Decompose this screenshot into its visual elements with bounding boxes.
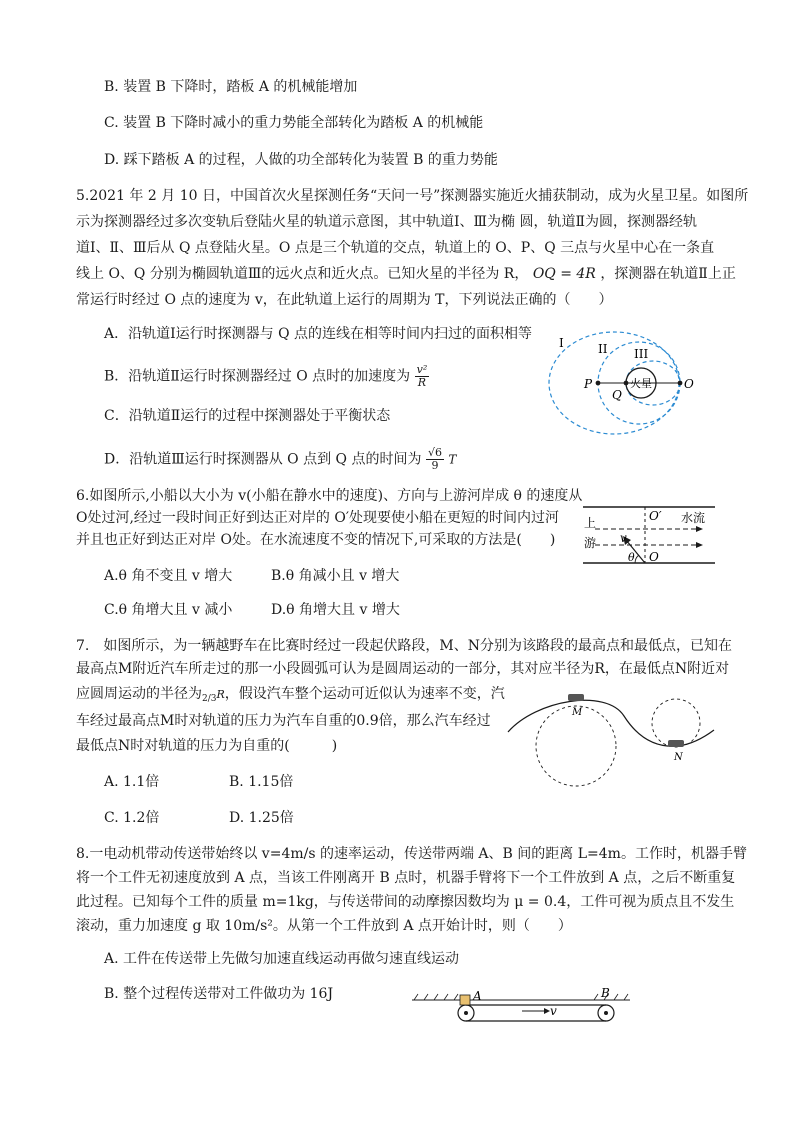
q6-river-diagram [583,505,715,571]
q5-option-b-text: B．沿轨道Ⅱ运行时探测器经过 O 点时的加速度为 [104,368,411,385]
q5-option-d-text: D．沿轨道Ⅲ运行时探测器从 O 点到 Q 点的时间为 [104,451,422,468]
q5-stem-line-5: 常运行时经过 O 点的速度为 v，在此轨道上运行的周期为 T，下列说法正确的（ ） [76,292,613,308]
label-I: I [559,336,564,350]
car-at-top [568,694,584,701]
q8-conveyor-diagram [410,988,632,1030]
label-O: O [684,377,694,391]
q5-option-b [104,364,429,389]
q5-option-b-fraction [415,364,430,389]
point-P-dot [596,381,601,386]
q7-stem-line-4: 车经过最高点M时对轨道的压力为汽车自重的0.9倍，那么汽车经过 [76,713,491,729]
q7-stem-line-3 [76,684,505,709]
ground-hatch [414,994,628,1000]
label-III: III [634,347,649,361]
q7-option-d: D. 1.25倍 [229,810,294,826]
point-Q-dot [624,381,629,386]
label-M: M [572,707,583,718]
q6-option-c: C.θ 角增大且 v 减小 [104,602,233,618]
q7-stem-3-post: ，假设汽车整个运动可近似认为速率不变，汽 [224,686,505,702]
label-v: v [550,1004,557,1018]
q6-stem-line-2: O处过河,经过一段时间正好到达正对岸的 O′处现要使小船在更短的时间内过河 [76,510,560,526]
label-upstream-1: 上 [584,516,597,530]
q7-radius-fraction: 2/3 [202,694,217,704]
pulley-A-hub [464,1011,468,1015]
q6-option-a: A.θ 角不变且 v 增大 [104,568,233,584]
q7-stem-line-5: 最低点N时对轨道的压力为自重的( ) [76,738,338,754]
q5-oq-equation: OQ = 4R [532,266,596,282]
q8-option-b: B. 整个过程传送带对工件做功为 16J [104,986,334,1002]
q5-stem-line-4 [76,264,736,284]
q7-stem-line-1: 7. 如图所示，为一辆越野车在比赛时经过一段起伏路段，M、N分别为该路段的最高点和最低点，已知在 [76,638,732,654]
q5-stem-line-1: 5.2021 年 2 月 10 日，中国首次火星探测任务“天问一号”探测器实施近火捕获制动，成为火星卫星。如图所 [76,188,749,204]
q5-stem-4a: 线上 O、Q 分别为椭圆轨道Ⅲ的远火点和近火点。已知火星的半径为 R， [76,266,529,282]
workpiece [460,995,470,1005]
label-mars: 火星 [630,377,652,390]
flow-arrowhead-2 [696,542,703,548]
q7-radius-r: R [216,688,225,701]
label-B: B [601,986,610,1000]
q7-track-diagram [506,688,716,788]
label-Q: Q [612,388,622,402]
point-O-dot [678,381,683,386]
label-O: O [649,550,659,564]
q7-option-c: C. 1.2倍 [104,810,160,826]
q6-stem-line-3: 并且也正好到达正对岸 O处。在水流速度不变的情况下,可采取的方法是( ) [76,532,556,548]
pulley-B-hub [604,1011,608,1015]
q5-option-d-numerator: √6 [427,446,442,459]
q5-option-d [104,447,456,472]
q6-option-b: B.θ 角减小且 v 增大 [271,568,400,584]
label-water-flow: 水流 [681,511,706,525]
label-II: II [598,342,608,356]
q5-stem-line-2: 示为探测器经过多次变轨后登陆火星的轨道示意图，其中轨道Ⅰ、Ⅲ为椭 圆，轨道Ⅱ为圆，探测器经轨 [76,214,697,230]
q5-option-d-denominator: 9 [431,459,439,472]
label-O-prime: O′ [649,509,662,523]
label-upstream-2: 游 [584,536,597,550]
q4-option-b: B. 装置 B 下降时，踏板 A 的机械能增加 [104,79,358,95]
track-curve [508,700,714,746]
label-theta: θ [628,551,635,564]
q5-stem-line-3: 道Ⅰ、Ⅱ、Ⅲ后从 Q 点登陆火星。O 点是三个轨道的交点，轨道上的 O、P、Q 三点与火星中心在一条直 [76,240,715,256]
label-N: N [674,752,683,763]
q7-option-b: B. 1.15倍 [229,774,294,790]
bottom-osculating-circle [652,699,700,747]
theta-arc [635,555,639,563]
q5-option-d-period: T [448,452,457,467]
q6-option-d: D.θ 角增大且 v 增大 [271,602,400,618]
q4-option-d: D. 踩下踏板 A 的过程，人做的功全部转化为装置 B 的重力势能 [104,152,498,168]
q5-option-d-fraction [426,447,444,472]
q5-option-b-denominator: R [417,376,427,389]
q5-option-b-numerator: v² [416,363,428,376]
q7-stem-3-pre: 应圆周运动的半径为 [76,686,202,702]
q5-stem-4b: ，探测器在轨道Ⅱ上正 [600,266,736,282]
q8-stem-line-4: 滚动，重力加速度 g 取 10m/s²。从第一个工件放到 A 点开始计时，则（ ） [76,918,572,934]
q6-stem-line-1: 6.如图所示,小船以大小为 v(小船在静水中的速度)、方向与上游河岸成 θ 的速度从 [76,488,583,504]
flow-arrowhead-1 [696,526,703,532]
q8-stem-line-3: 此过程。已知每个工件的质量 m=1kg，与传送带间的动摩擦因数均为 μ = 0.4，工件可视为质点且不发生 [76,894,735,910]
q5-option-c: C．沿轨道Ⅱ运行的过程中探测器处于平衡状态 [104,408,391,424]
top-osculating-circle [536,706,616,786]
label-P: P [584,377,593,391]
q5-option-a: A．沿轨道Ⅰ运行时探测器与 Q 点的连线在相等时间内扫过的面积相等 [104,326,533,342]
label-A: A [473,989,482,1003]
q8-stem-line-2: 将一个工件无初速度放到 A 点，当该工件刚离开 B 点时，机器手臂将下一个工件放到 A 点，之后不断重复 [76,870,736,886]
label-v: v [620,531,627,545]
q5-orbit-diagram [548,330,718,440]
q7-option-a: A. 1.1倍 [104,774,160,790]
car-at-bottom [668,740,684,747]
q8-option-a: A. 工件在传送带上先做匀加速直线运动再做匀速直线运动 [104,951,460,967]
q8-stem-line-1: 8.一电动机带动传送带始终以 v=4m/s 的速率运动，传送带两端 A、B 间的距离 L=4m。工作时，机器手臂 [76,846,747,862]
q4-option-c: C. 装置 B 下降时减小的重力势能全部转化为踏板 A 的机械能 [104,115,484,131]
q7-stem-line-2: 最高点M附近汽车所走过的那一小段圆弧可认为是圆周运动的一部分，其对应半径为R，在最低点N附近对 [76,661,730,677]
